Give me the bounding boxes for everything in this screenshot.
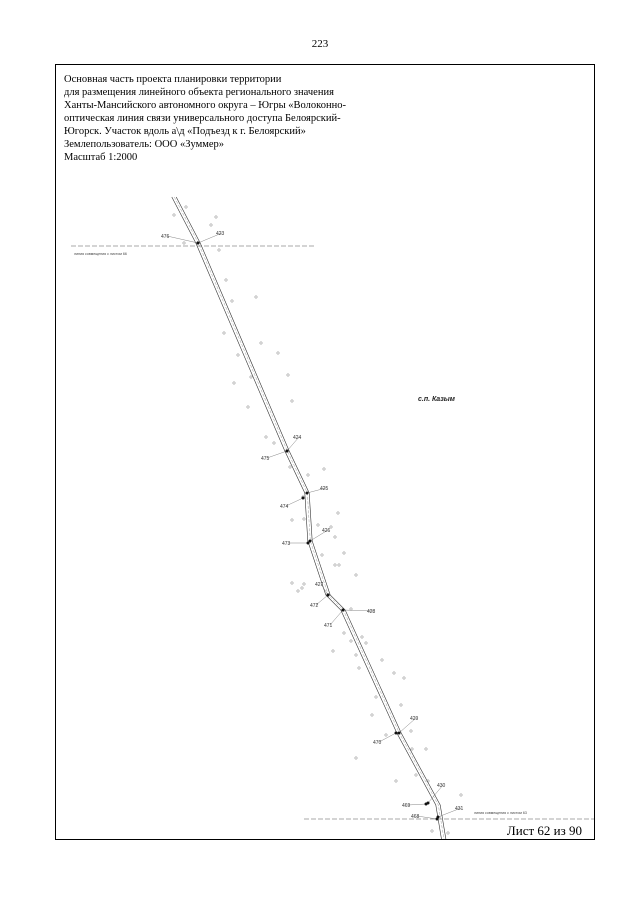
survey-symbol (343, 632, 345, 634)
survey-symbol (247, 406, 249, 408)
point-leader (417, 816, 437, 819)
survey-symbol (260, 342, 262, 344)
title-line: Основная часть проекта планировки территории (64, 74, 282, 85)
survey-symbol (393, 672, 395, 674)
turning-point-label: 427 (315, 582, 324, 588)
turning-point-label: 470 (373, 740, 382, 746)
turning-point-label: 431 (455, 806, 464, 812)
turning-point-marker (302, 497, 305, 500)
survey-symbol (410, 730, 412, 732)
survey-symbol (460, 794, 462, 796)
survey-symbol (385, 734, 387, 736)
point-leader (379, 733, 396, 742)
point-leader (408, 804, 426, 805)
survey-symbol (183, 242, 185, 244)
survey-symbol (358, 667, 360, 669)
title-line: для размещения линейного объекта регионального значения (64, 87, 334, 98)
title-line: Югорск. Участок вдоль а\д «Подъезд к г. Белоярский» (64, 126, 306, 137)
survey-symbol (303, 518, 305, 520)
corridor-edge-left (172, 197, 442, 839)
survey-symbol (185, 206, 187, 208)
survey-symbol (403, 677, 405, 679)
survey-symbol (375, 696, 377, 698)
survey-symbol (291, 582, 293, 584)
survey-symbol (425, 748, 427, 750)
drawing-frame (55, 64, 595, 840)
turning-point-label: 473 (282, 541, 291, 547)
survey-symbol (371, 714, 373, 716)
survey-symbol (337, 512, 339, 514)
match-line-top-label: линия совмещения с листом 66 (74, 252, 127, 256)
survey-symbol (233, 382, 235, 384)
survey-symbol (395, 780, 397, 782)
place-name: с.п. Казым (418, 396, 455, 403)
turning-point-label: 476 (161, 234, 170, 240)
survey-symbol (225, 279, 227, 281)
scale: Масштаб 1:2000 (64, 152, 138, 163)
survey-symbol (255, 296, 257, 298)
survey-symbol (303, 583, 305, 585)
turning-point-label: 475 (261, 456, 270, 462)
survey-symbol (277, 352, 279, 354)
sheet-number: Лист 62 из 90 (506, 823, 582, 838)
survey-symbol (291, 519, 293, 521)
survey-symbol (321, 554, 323, 556)
survey-symbol (350, 640, 352, 642)
turning-point-label: 471 (324, 623, 333, 629)
match-line-bottom-label: линия совмещения с листом 63 (474, 811, 527, 815)
title-line: оптическая линия связи универсального доступа Белоярский- (64, 113, 341, 124)
turning-point-marker (436, 818, 439, 821)
turning-point-marker (306, 492, 309, 495)
turning-point-marker (395, 732, 398, 735)
survey-symbol (411, 748, 413, 750)
turning-point-marker (307, 542, 310, 545)
turning-point-label: 468 (411, 814, 420, 820)
turning-point-label: 474 (280, 504, 289, 510)
turning-point-label: 430 (437, 783, 446, 789)
survey-symbol (297, 590, 299, 592)
map-symbols (173, 206, 462, 834)
linear-object-corridor (172, 197, 446, 839)
survey-symbol (317, 524, 319, 526)
survey-symbol (415, 774, 417, 776)
survey-symbol (334, 564, 336, 566)
survey-symbol (338, 564, 340, 566)
page-number: 223 (311, 38, 329, 50)
survey-symbol (273, 442, 275, 444)
point-leader (167, 236, 198, 243)
survey-symbol (307, 474, 309, 476)
corridor-edge-right (176, 197, 446, 839)
survey-symbol (447, 832, 449, 834)
turning-point-label: 426 (322, 528, 331, 534)
point-leader (286, 498, 303, 506)
land-user: Землепользователь: ООО «Зуммер» (64, 139, 225, 150)
turning-point-label: 472 (310, 603, 319, 609)
turning-point-marker (342, 609, 345, 612)
map-drawing (56, 65, 594, 839)
point-leader (267, 451, 287, 458)
survey-symbol (431, 830, 433, 832)
survey-symbol (287, 374, 289, 376)
survey-symbol (250, 376, 252, 378)
survey-symbol (210, 224, 212, 226)
turning-point-label: 423 (216, 231, 225, 237)
turning-point-label: 425 (320, 486, 329, 492)
survey-symbol (173, 214, 175, 216)
survey-symbol (231, 300, 233, 302)
survey-symbol (265, 436, 267, 438)
title-block (64, 73, 346, 164)
survey-symbol (301, 587, 303, 589)
turning-point-marker (398, 732, 401, 735)
turning-point-marker (425, 803, 428, 806)
survey-symbol (355, 574, 357, 576)
survey-symbol (361, 636, 363, 638)
turning-point-label: 429 (410, 716, 419, 722)
turning-point-marker (197, 242, 200, 245)
turning-point-label: 424 (293, 435, 302, 441)
title-line: Ханты-Мансийского автономного округа – Югры «Волоконно- (64, 100, 346, 111)
survey-symbol (381, 659, 383, 661)
survey-symbol (343, 552, 345, 554)
turning-points (161, 231, 464, 821)
survey-symbol (323, 468, 325, 470)
survey-symbol (350, 608, 352, 610)
survey-symbol (355, 757, 357, 759)
turning-point-marker (327, 594, 330, 597)
turning-point-marker (286, 450, 289, 453)
turning-point-label: 469 (402, 803, 411, 809)
survey-symbol (400, 704, 402, 706)
survey-symbol (289, 466, 291, 468)
survey-symbol (237, 354, 239, 356)
survey-symbol (332, 650, 334, 652)
survey-symbol (223, 332, 225, 334)
survey-symbol (365, 642, 367, 644)
survey-symbol (215, 216, 217, 218)
corridor-axis (174, 197, 444, 839)
survey-symbol (355, 654, 357, 656)
survey-symbol (334, 536, 336, 538)
turning-point-label: 428 (367, 609, 376, 615)
survey-symbol (291, 400, 293, 402)
survey-symbol (218, 249, 220, 251)
